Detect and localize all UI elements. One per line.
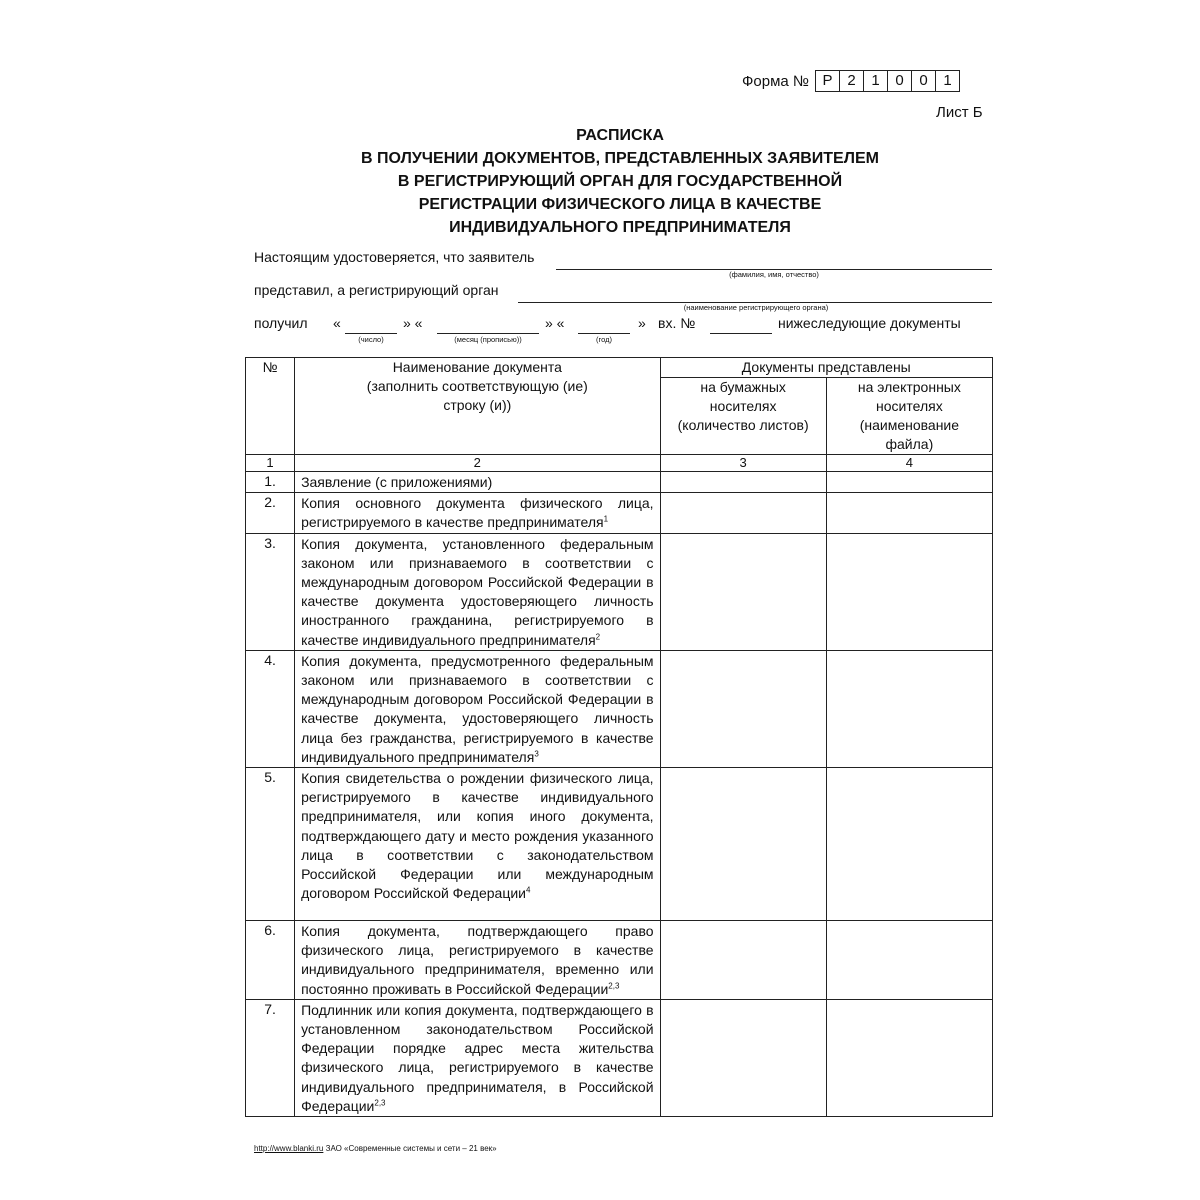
header-electronic [826, 378, 992, 455]
footnote-ref: 2 [595, 631, 601, 641]
form-digit: 0 [887, 71, 911, 91]
authority-label: представил, а регистрирующий орган [254, 282, 499, 298]
row-document-name [295, 472, 660, 493]
header-number: № [246, 358, 295, 455]
title-line: В ПОЛУЧЕНИИ ДОКУМЕНТОВ, ПРЕДСТАВЛЕННЫХ ЗАЯВИТЕЛЕМ [361, 150, 879, 167]
header-text-line: файла) [885, 436, 934, 452]
table-row [246, 650, 993, 767]
row-number: 4. [246, 650, 295, 767]
table-row [246, 999, 993, 1116]
electronic-file-cell[interactable] [826, 999, 992, 1116]
title-line: РАСПИСКА [576, 127, 664, 144]
row-document-name [295, 921, 660, 1000]
row-number: 3. [246, 533, 295, 650]
footnote-ref: 2,3 [374, 1098, 386, 1108]
electronic-file-cell[interactable] [826, 472, 992, 493]
electronic-file-cell[interactable] [826, 768, 992, 921]
day-hint: (число) [358, 335, 384, 344]
row-text: Копия свидетельства о рождении физического лица, регистрируемого в качестве индивидуального предпринимателя, или копия иного документа, подтверждающего дату и место рождения указанного лица в соответствии с законодательством Российской Федерации или международным договором Российской Федерации [301, 770, 654, 902]
row-text: Заявление (с приложениями) [301, 474, 493, 490]
paper-count-cell[interactable] [660, 650, 826, 767]
form-number-boxes [815, 70, 960, 92]
form-digit: 2 [839, 71, 863, 91]
footer-link[interactable]: http://www.blanki.ru [254, 1144, 324, 1153]
quote-close: » [638, 315, 646, 331]
electronic-file-cell[interactable] [826, 533, 992, 650]
paper-count-cell[interactable] [660, 533, 826, 650]
row-document-name [295, 650, 660, 767]
month-hint: (месяц (прописью)) [454, 335, 522, 344]
form-digit: 1 [935, 71, 959, 91]
table-row [246, 533, 993, 650]
documents-table [245, 357, 993, 1117]
title-line: В РЕГИСТРИРУЮЩИЙ ОРГАН ДЛЯ ГОСУДАРСТВЕННОЙ [397, 173, 843, 190]
quote-separator: » « [545, 315, 565, 331]
electronic-file-cell[interactable] [826, 650, 992, 767]
footnote-ref: 4 [526, 885, 531, 895]
following-documents-label: нижеследующие документы [778, 315, 961, 331]
row-text: Копия документа, установленного федеральным законом или признаваемого в соответствии с международным договором Российской Федерации в качестве документа удостоверяющего личность иностранного гражданина, регистрируемого в качестве индивидуального предпринимателя [301, 535, 654, 648]
header-paper [660, 378, 826, 455]
column-index: 1 [246, 455, 295, 472]
row-text: Копия документа, предусмотренного федеральным законом или признаваемого в соответствии с международным договором Российской Федерации в качестве документа, удостоверяющего личность лица без гражданства, регистрируемого в качестве индивидуального предпринимателя [301, 652, 654, 765]
row-document-name [295, 533, 660, 650]
row-number: 6. [246, 921, 295, 1000]
year-hint: (год) [596, 335, 612, 344]
received-label: получил [254, 315, 308, 331]
header-text-line: на бумажных [700, 379, 786, 395]
table-row [246, 472, 993, 493]
header-text-line: носителях [876, 398, 943, 414]
form-number-label: Форма № [742, 72, 810, 90]
incoming-number-field[interactable] [710, 333, 772, 334]
electronic-file-cell[interactable] [826, 493, 992, 533]
header-documents-presented: Документы представлены [660, 358, 992, 378]
header-text-line: носителях [709, 398, 777, 414]
quote-open: « [333, 315, 341, 331]
day-field[interactable] [345, 333, 397, 334]
applicant-label: Настоящим удостоверяется, что заявитель [254, 249, 535, 265]
header-text-line: Наименование документа [392, 359, 562, 375]
sheet-label: Лист Б [936, 104, 983, 121]
row-number: 5. [246, 768, 295, 921]
paper-count-cell[interactable] [660, 921, 826, 1000]
header-text-line: (заполнить соответствующую (ие) [366, 378, 588, 394]
title-line: РЕГИСТРАЦИИ ФИЗИЧЕСКОГО ЛИЦА В КАЧЕСТВЕ [418, 196, 822, 213]
row-document-name [295, 493, 660, 533]
row-number: 7. [246, 999, 295, 1116]
title-line: ИНДИВИДУАЛЬНОГО ПРЕДПРИНИМАТЕЛЯ [449, 219, 791, 236]
column-index: 4 [826, 455, 992, 472]
column-index-row [246, 455, 993, 472]
table-row [246, 921, 993, 1000]
header-text-line: строку (и)) [443, 397, 512, 413]
footnote-ref: 2,3 [608, 981, 620, 990]
quote-separator: » « [403, 315, 423, 331]
table-header-row [246, 358, 993, 378]
paper-count-cell[interactable] [660, 999, 826, 1116]
paper-count-cell[interactable] [660, 493, 826, 533]
document-title [250, 124, 990, 239]
header-text-line: (количество листов) [677, 417, 809, 433]
row-text: Копия основного документа физического лица, регистрируемого в качестве предпринимателя [301, 495, 654, 531]
month-field[interactable] [437, 333, 539, 334]
header-document-name [295, 358, 660, 455]
row-text: Подлинник или копия документа, подтверждающего в установленном законодательством Российской Федерации порядке адрес места жительства физического лица, регистрируемого в качестве индивидуального предпринимателя, в Российской Федерации [301, 1001, 654, 1114]
column-index: 2 [295, 455, 660, 472]
table-row [246, 493, 993, 533]
paper-count-cell[interactable] [660, 472, 826, 493]
row-text: Копия документа, подтверждающего право физического лица, регистрируемого в качестве индивидуального предпринимателя, временно или постоянно проживать в Российской Федерации [301, 923, 654, 997]
table-row [246, 768, 993, 921]
footnote-ref: 3 [534, 749, 539, 759]
footnote-ref: 1 [603, 514, 609, 524]
row-document-name [295, 768, 660, 921]
form-digit: Р [822, 72, 833, 89]
applicant-name-hint: (фамилия, имя, отчество) [729, 270, 819, 279]
form-number [742, 70, 960, 92]
footer-company: ЗАО «Современные системы и сети – 21 век» [325, 1144, 497, 1153]
row-number: 2. [246, 493, 295, 533]
form-digit: 0 [911, 71, 935, 91]
header-text-line: (наименование [859, 417, 960, 433]
paper-count-cell[interactable] [660, 768, 826, 921]
form-digit: 1 [863, 71, 887, 91]
column-index: 3 [660, 455, 826, 472]
electronic-file-cell[interactable] [826, 921, 992, 1000]
header-text-line: на электронных [857, 379, 961, 395]
row-document-name [295, 999, 660, 1116]
authority-name-hint: (наименование регистрирующего органа) [683, 303, 829, 312]
footer [254, 1144, 497, 1153]
row-number: 1. [246, 472, 295, 493]
year-field[interactable] [578, 333, 630, 334]
incoming-number-label: вх. № [658, 315, 696, 331]
